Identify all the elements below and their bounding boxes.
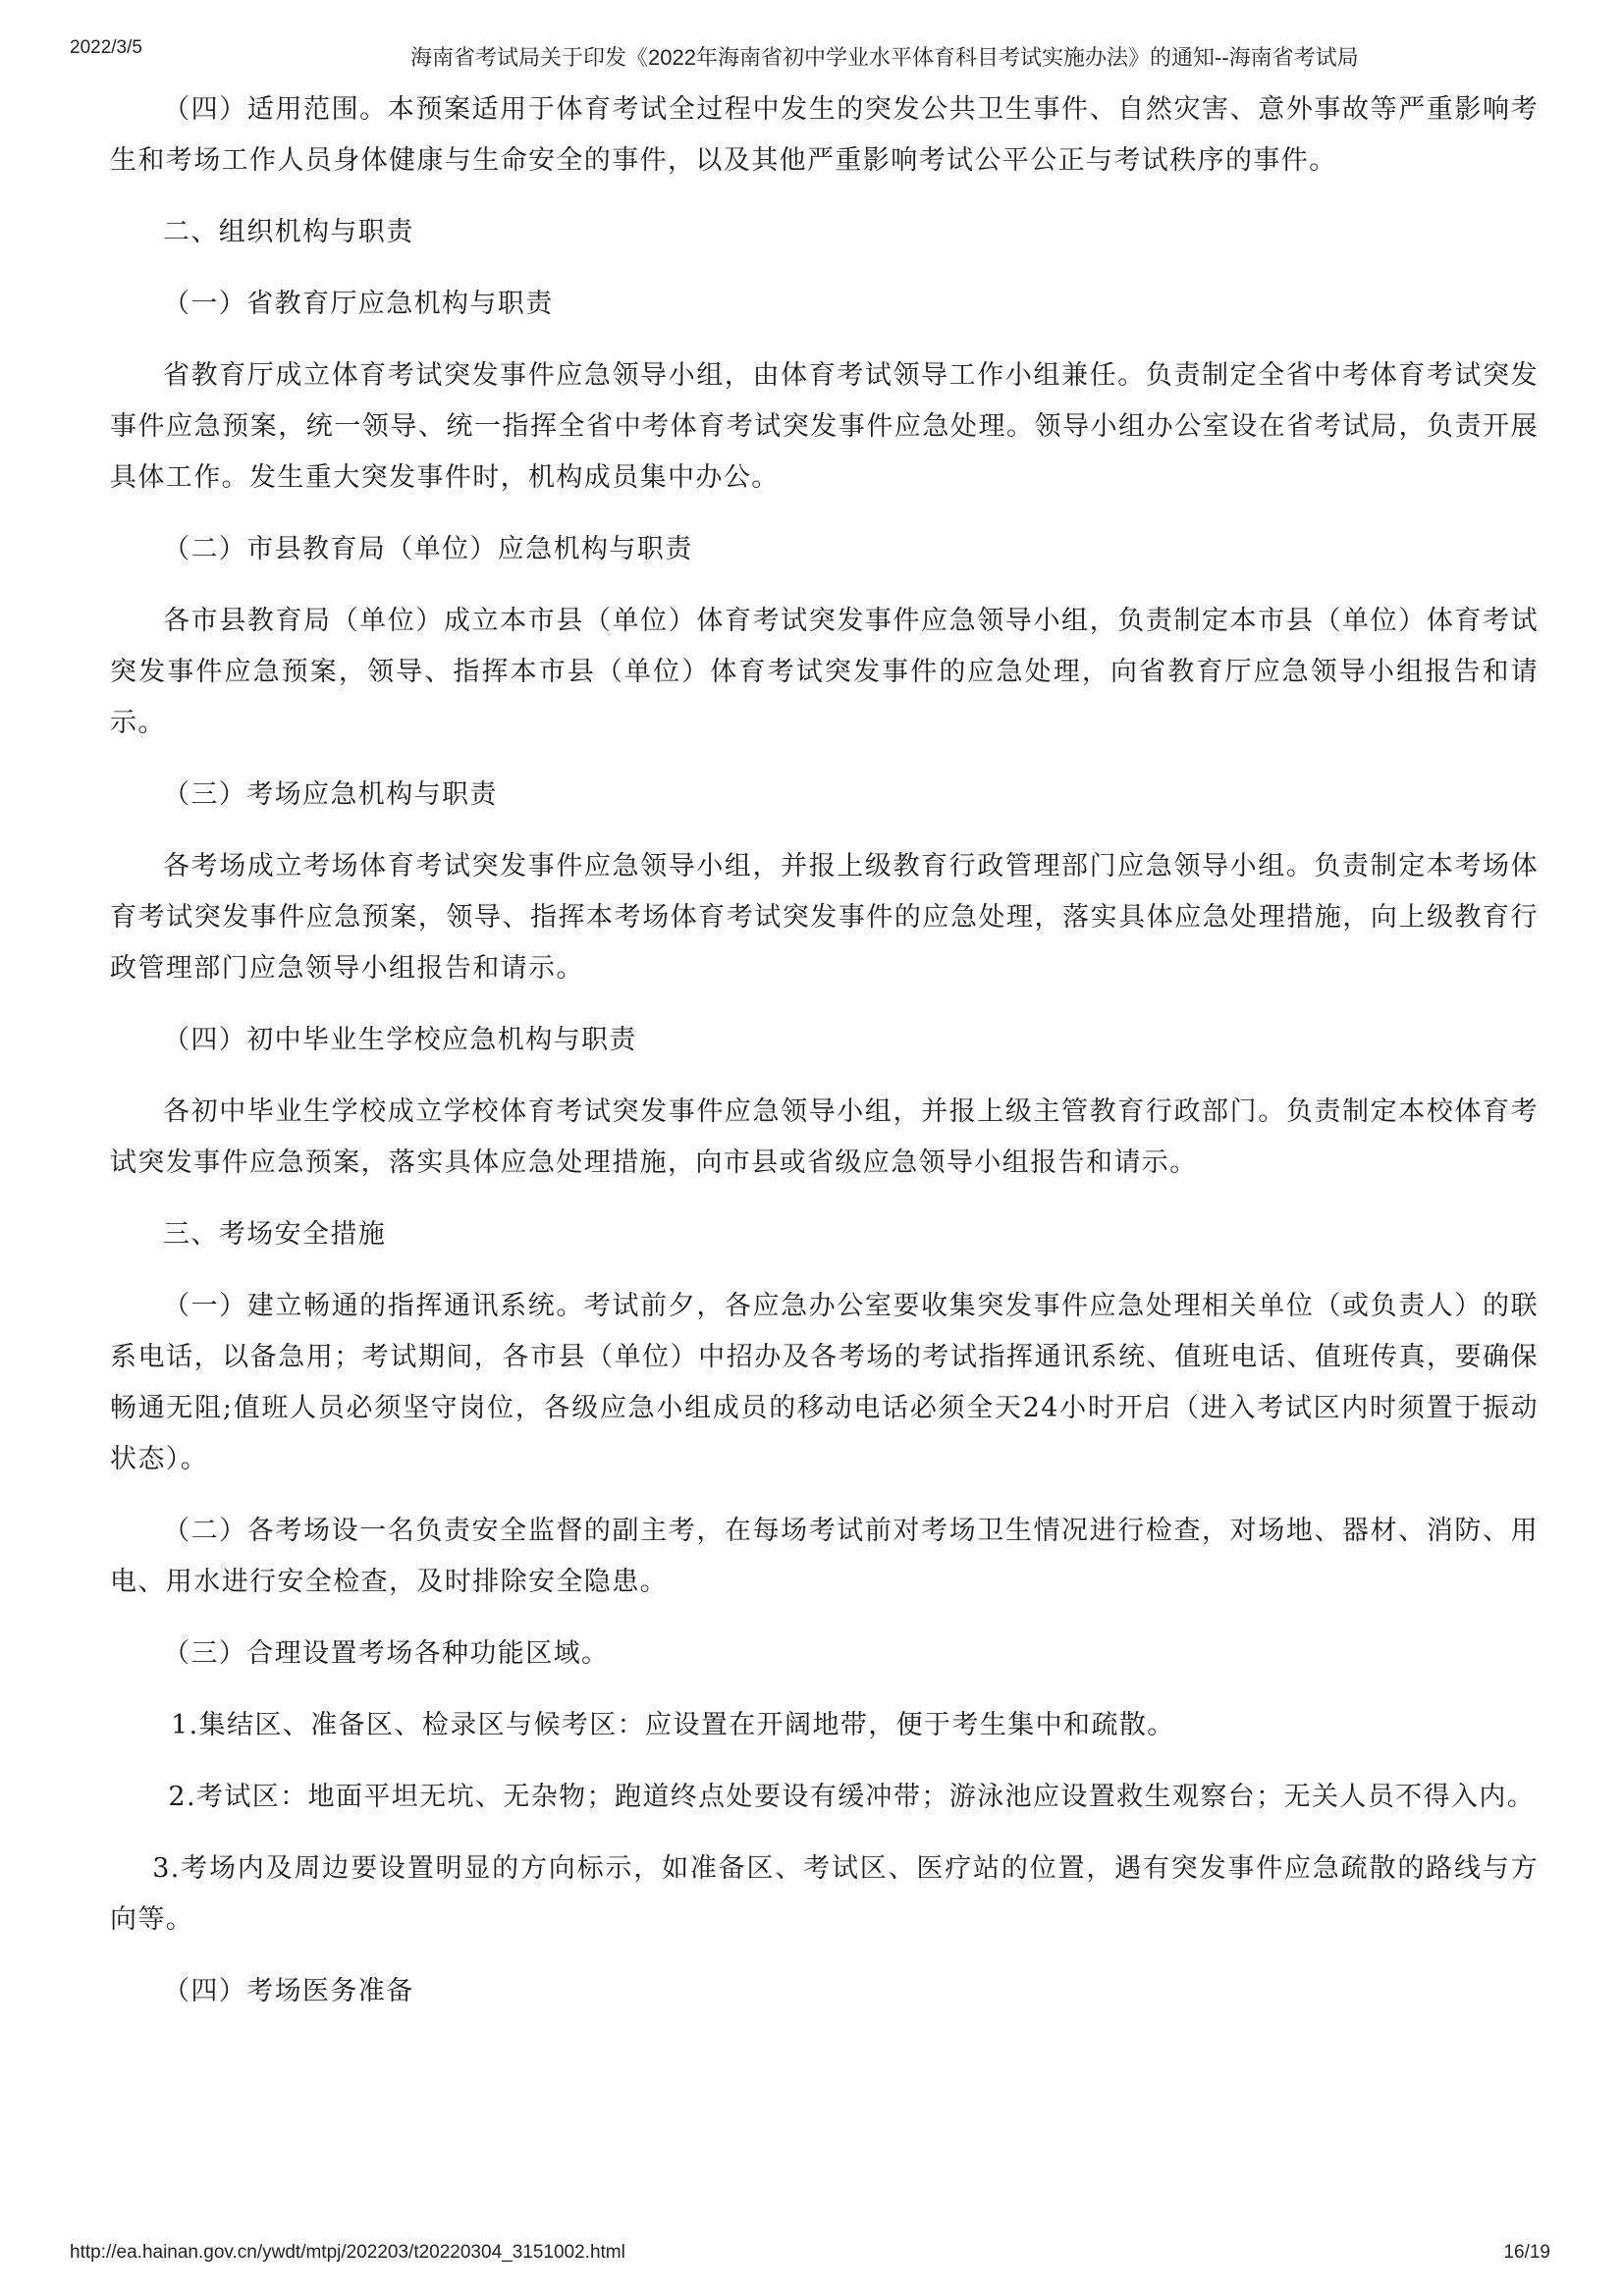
subheading-city-county: （二）市县教育局（单位）应急机构与职责 bbox=[163, 534, 693, 564]
section-heading-2: 二、组织机构与职责 bbox=[163, 217, 414, 247]
print-date: 2022/3/5 bbox=[70, 37, 142, 58]
document-body bbox=[110, 84, 1539, 2017]
list-item-3: 3.考场内及周边要设置明显的方向标示，如准备区、考试区、医疗站的位置，遇有突发事件应急疏散的路线与方向等。 bbox=[110, 1853, 1539, 1935]
page-number: 16/19 bbox=[1503, 2242, 1550, 2263]
page-title: 海南省考试局关于印发《2022年海南省初中学业水平体育科目考试实施办法》的通知--海南省考试局 bbox=[410, 45, 1359, 70]
paragraph-city-county: 各市县教育局（单位）成立本市县（单位）体育考试突发事件应急领导小组，负责制定本市县（单位）体育考试突发事件应急预案，领导、指挥本市县（单位）体育考试突发事件的应急处理，向省教育厅应急领导小组报告和请示。 bbox=[110, 606, 1539, 738]
subheading-provincial: （一）省教育厅应急机构与职责 bbox=[163, 289, 554, 319]
list-item-2: 2.考试区：地面平坦无坑、无杂物；跑道终点处要设有缓冲带；游泳池应设置救生观察台；无关人员不得入内。 bbox=[168, 1782, 1536, 1812]
paragraph-provincial: 省教育厅成立体育考试突发事件应急领导小组，由体育考试领导工作小组兼任。负责制定全省中考体育考试突发事件应急预案，统一领导、统一指挥全省中考体育考试突发事件应急处理。领导小组办公室设在省考试局，负责开展具体工作。发生重大突发事件时，机构成员集中办公。 bbox=[110, 360, 1539, 493]
subheading-medical: （四）考场医务准备 bbox=[163, 1976, 414, 2006]
subheading-exam-site: （三）考场应急机构与职责 bbox=[163, 779, 498, 810]
list-item-1: 1.集结区、准备区、检录区与候考区：应设置在开阔地带，便于考生集中和疏散。 bbox=[171, 1710, 1175, 1740]
subheading-school: （四）初中毕业生学校应急机构与职责 bbox=[163, 1025, 637, 1055]
paragraph-communication: （一）建立畅通的指挥通讯系统。考试前夕，各应急办公室要收集突发事件应急处理相关单位（或负责人）的联系电话，以备急用；考试期间，各市县（单位）中招办及各考场的考试指挥通讯系统、值班电话、值班传真，要确保畅通无阻;值班人员必须坚守岗位，各级应急小组成员的移动电话必须全天24小时开启（进入考试区内时须置于振动状态）。 bbox=[110, 1291, 1539, 1474]
section-heading-3: 三、考场安全措施 bbox=[163, 1219, 387, 1250]
subheading-function-areas: （三）合理设置考场各种功能区域。 bbox=[163, 1638, 610, 1669]
paragraph-safety-check: （二）各考场设一名负责安全监督的副主考，在每场考试前对考场卫生情况进行检查，对场地、器材、消防、用电、用水进行安全检查，及时排除安全隐患。 bbox=[110, 1516, 1539, 1597]
paragraph-scope: （四）适用范围。本预案适用于体育考试全过程中发生的突发公共卫生事件、自然灾害、意外事故等严重影响考生和考场工作人员身体健康与生命安全的事件，以及其他严重影响考试公平公正与考试秩序的事件。 bbox=[110, 94, 1539, 176]
paragraph-school: 各初中毕业生学校成立学校体育考试突发事件应急领导小组，并报上级主管教育行政部门。负责制定本校体育考试突发事件应急预案，落实具体应急处理措施，向市县或省级应急领导小组报告和请示。 bbox=[110, 1096, 1539, 1178]
paragraph-exam-site: 各考场成立考场体育考试突发事件应急领导小组，并报上级教育行政管理部门应急领导小组。负责制定本考场体育考试突发事件应急预案，领导、指挥本考场体育考试突发事件的应急处理，落实具体应急处理措施，向上级教育行政管理部门应急领导小组报告和请示。 bbox=[110, 851, 1539, 984]
page-url: http://ea.hainan.gov.cn/ywdt/mtpj/202203/t20220304_3151002.html bbox=[70, 2242, 625, 2263]
